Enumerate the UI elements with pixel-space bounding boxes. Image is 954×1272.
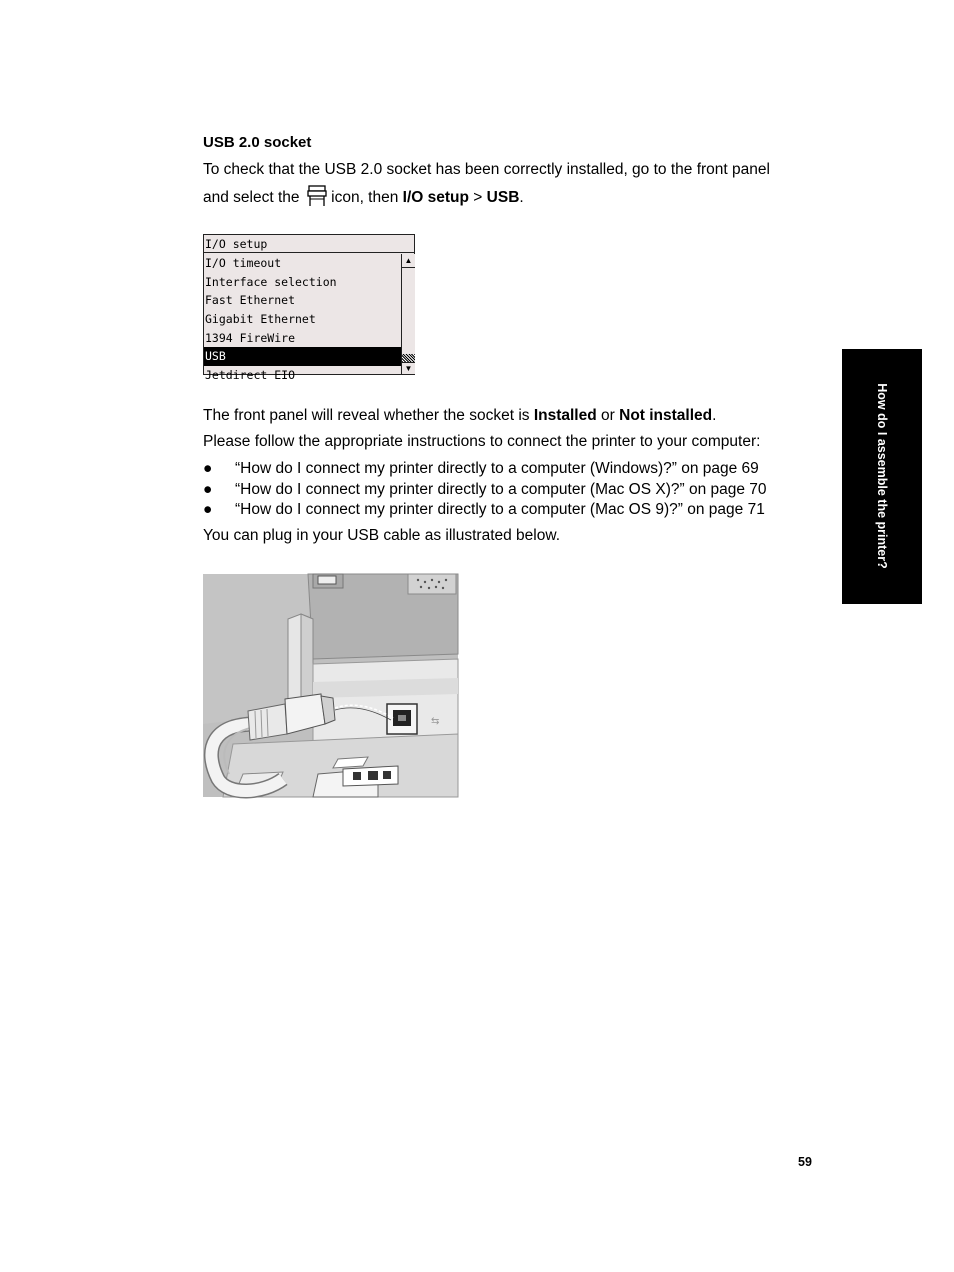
svg-text:⇆: ⇆ xyxy=(431,716,440,727)
intro-line-2 xyxy=(203,185,524,208)
lcd-menu-item: 1394 FireWire xyxy=(205,330,296,345)
status-sentence xyxy=(203,406,716,426)
cross-reference-link[interactable]: “How do I connect my printer directly to a computer (Windows)?” on page 69 xyxy=(235,460,759,477)
scroll-down-arrow-icon: ▼ xyxy=(402,362,415,374)
lcd-menu-item-selected: USB xyxy=(204,347,401,366)
section-heading: USB 2.0 socket xyxy=(203,134,312,151)
status-or: or xyxy=(596,407,620,424)
status-end: . xyxy=(712,407,717,424)
lcd-menu-item: Fast Ethernet xyxy=(205,293,296,308)
bullet-icon: ● xyxy=(203,501,213,518)
scroll-up-arrow-icon: ▲ xyxy=(402,254,415,268)
list-item xyxy=(203,500,767,520)
cross-reference-link[interactable]: “How do I connect my printer directly to a computer (Mac OS X)?” on page 70 xyxy=(235,481,767,498)
status-not-installed: Not installed xyxy=(619,407,713,424)
lcd-menu-list xyxy=(204,254,401,383)
lcd-menu-item: I/O timeout xyxy=(205,256,282,270)
plug-sentence: You can plug in your USB cable as illustrated below. xyxy=(203,527,561,544)
intro-line-1: To check that the USB 2.0 socket has been correctly installed, go to the front panel xyxy=(203,161,770,178)
menu-path-io-setup: I/O setup xyxy=(402,189,469,206)
intro-end: . xyxy=(519,189,524,206)
menu-path-usb: USB xyxy=(486,189,520,206)
page-number: 59 xyxy=(798,1155,812,1169)
link-list xyxy=(203,459,767,520)
usb-cable-illustration xyxy=(203,574,458,797)
intro-line-2-mid: icon, then xyxy=(326,189,403,206)
lcd-menu-item: Jetdirect EIO xyxy=(205,368,296,383)
lcd-menu-item: Gigabit Ethernet xyxy=(205,312,316,327)
list-item xyxy=(203,480,767,500)
lcd-menu-title: I/O setup xyxy=(204,235,414,253)
status-text: The front panel will reveal whether the socket is xyxy=(203,407,534,424)
menu-path-separator: > xyxy=(468,189,487,206)
scroll-thumb xyxy=(402,354,415,362)
front-panel-display xyxy=(203,234,415,383)
chapter-side-tab xyxy=(842,349,922,604)
lcd-scrollbar xyxy=(401,254,415,374)
bullet-icon: ● xyxy=(203,460,213,477)
instructions: Please follow the appropriate instructions to connect the printer to your computer: xyxy=(203,433,761,450)
cross-reference-link[interactable]: “How do I connect my printer directly to a computer (Mac OS 9)?” on page 71 xyxy=(235,501,765,518)
lcd-menu-item: Interface selection xyxy=(205,274,337,289)
bullet-icon: ● xyxy=(203,481,213,498)
printer-setup-icon xyxy=(307,185,327,207)
usb-cable-drawing xyxy=(203,574,458,797)
status-installed: Installed xyxy=(533,407,597,424)
intro-line-2-start: and select the xyxy=(203,189,300,206)
list-item xyxy=(203,459,767,479)
chapter-side-tab-label: How do I assemble the printer? xyxy=(875,383,889,569)
